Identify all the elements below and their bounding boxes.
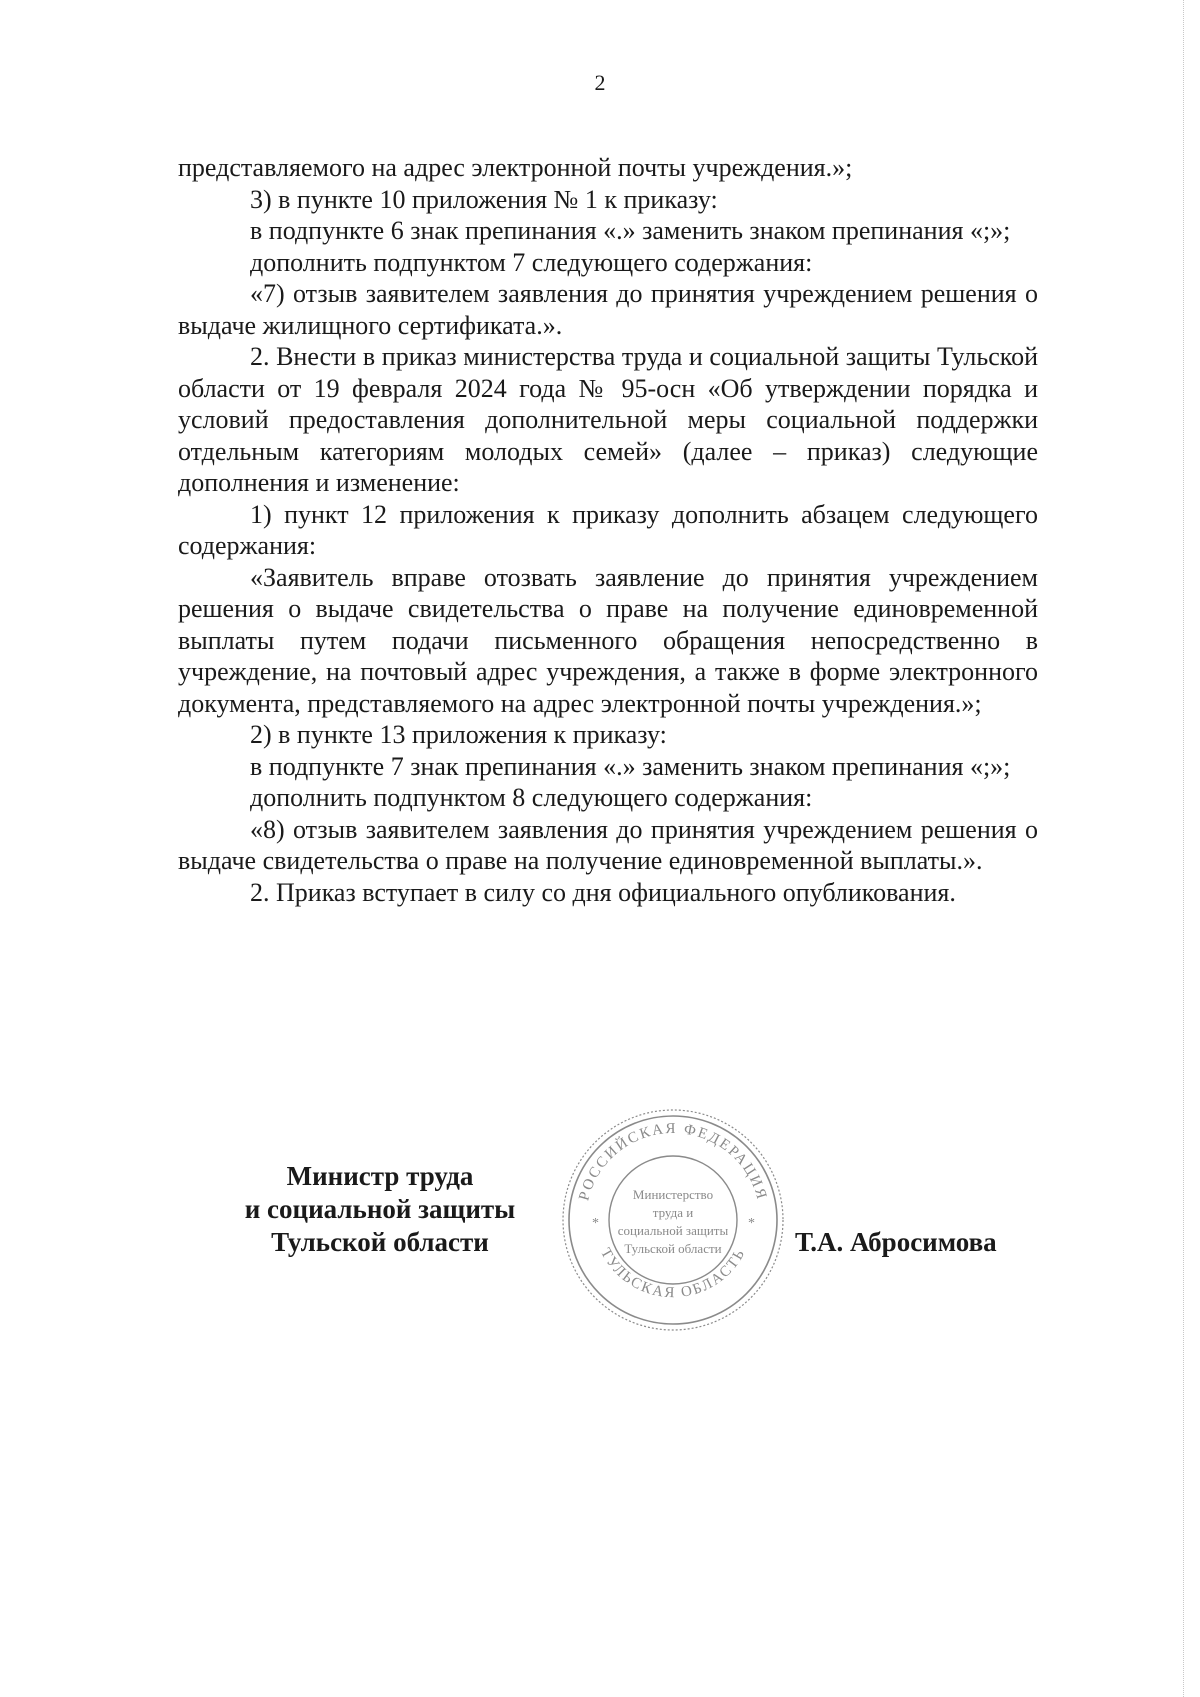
seal-inner-text: Министерство — [632, 1187, 714, 1202]
paragraph-item-3: 3) в пункте 10 приложения № 1 к приказу: — [250, 184, 718, 214]
paragraph-continuation: представляемого на адрес электронной почты учреждения.»; — [178, 153, 853, 182]
signatory-position — [200, 1160, 560, 1259]
paragraph-subitem-7: в подпункте 7 знак препинания «.» заменить знаком препинания «;»; — [250, 751, 1011, 781]
paragraph-subitem-6: в подпункте 6 знак препинания «.» заменить знаком препинания «;»; — [250, 216, 1011, 245]
seal-inner-text: труда и — [652, 1205, 694, 1220]
signatory-position-line: Министр труда — [286, 1161, 474, 1191]
seal-inner-text: социальной защиты — [617, 1223, 729, 1238]
paragraph-item-2: 2) в пункте 13 приложения к приказу: — [250, 720, 667, 749]
signatory-name: Т.А. Абросимова — [795, 1227, 997, 1257]
official-seal-stamp — [558, 1105, 788, 1335]
paragraph-add-subitem-8: дополнить подпунктом 8 следующего содержания: — [250, 783, 813, 812]
paragraph-item-1: 1) пункт 12 приложения к приказу дополнить абзацем следующего содержания: — [178, 499, 1038, 560]
signatory-position-line: и социальной защиты — [244, 1194, 516, 1224]
seal-outer-text-top: РОССИЙСКАЯ ФЕДЕРАЦИЯ — [576, 1120, 770, 1203]
seal-star-right: * — [748, 1216, 755, 1231]
document-body — [178, 152, 1038, 908]
page-number: 2 — [594, 70, 606, 95]
scan-edge-line — [1182, 0, 1184, 1697]
signatory-position-line: Тульской области — [271, 1227, 489, 1257]
paragraph-quote-7: «7) отзыв заявителем заявления до принятия учреждением решения о выдаче жилищного сертификата.». — [178, 279, 1038, 340]
paragraph-quote-applicant: «Заявитель вправе отозвать заявление до принятия учреждением решения о выдаче свидетельства о праве на получение единовременной выплаты путем подачи письменного обращения непосредственно в учреждение, на почтовый адрес учреждения, а также в форме электронного документа, представляемого на адрес электронной почты учреждения.»; — [178, 562, 1038, 718]
paragraph-quote-8: «8) отзыв заявителем заявления до принятия учреждением решения о выдаче свидетельства о праве на получение единовременной выплаты.». — [178, 814, 1038, 875]
seal-inner-text: Тульской области — [624, 1241, 722, 1256]
paragraph-section-2: 2. Внести в приказ министерства труда и социальной защиты Тульской области от 19 февраля 2024 года № 95-осн «Об утверждении порядка и условий предоставления дополнительной меры социальной поддержки отдельным категориям молодых семей» (далее – приказ) следующие дополнения и изменение: — [178, 342, 1038, 497]
seal-outer-text-bottom: ТУЛЬСКАЯ ОБЛАСТЬ — [597, 1245, 749, 1302]
paragraph-add-subitem-7: дополнить подпунктом 7 следующего содержания: — [250, 247, 813, 277]
seal-star-left: * — [592, 1216, 599, 1231]
paragraph-effective: 2. Приказ вступает в силу со дня официального опубликования. — [250, 877, 956, 907]
